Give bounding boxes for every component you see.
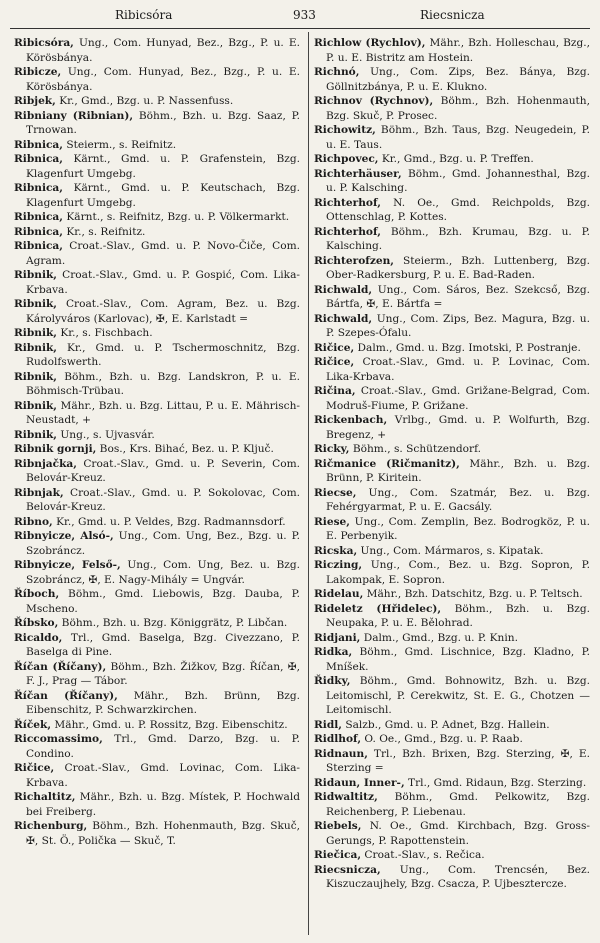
entry-place-name: Ridaun, Inner-,	[314, 776, 405, 789]
entry-details: Kr., Gmd. u. P. Veldes, Bzg. Radmannsdorf.	[52, 515, 286, 528]
entry-details: Bos., Krs. Bihać, Bez. u. P. Ključ.	[96, 443, 274, 455]
directory-entry	[14, 631, 300, 660]
entry-details: Mähr., Bzh. Brünn, Bzg. Eibenschitz, P. Schwarzkirchen.	[26, 689, 300, 716]
entry-place-name: Ridwaltitz,	[314, 791, 378, 803]
entry-details: Böhm., Bzh. u. Bzg. Landskron, P. u. E. Böhmisch-Trübau.	[26, 370, 300, 397]
entry-place-name: Ričice,	[314, 356, 355, 368]
entry-place-name: Richterofzen,	[314, 254, 394, 267]
header-rule	[10, 28, 590, 29]
entry-place-name: Ridelau,	[314, 588, 364, 600]
entry-details: Croat.-Slav., Gmd. u. P. Novo-Čiče, Com. Agram.	[26, 240, 300, 267]
directory-entry	[314, 848, 590, 863]
entry-details: Böhm., Bzh. Hohenmauth, Bzg. Skuč, P. Prosec.	[326, 95, 590, 122]
directory-entry	[14, 486, 300, 515]
entry-details: Dalm., Gmd. u. Bzg. Imotski, P. Postranje.	[354, 341, 581, 354]
directory-entry	[314, 819, 590, 848]
entry-place-name: Ribicsóra,	[14, 37, 74, 49]
directory-entry	[14, 790, 300, 819]
entry-place-name: Rideletz (Hřidelec),	[314, 602, 442, 615]
entry-details: Ung., Com. Sáros, Bez. Szekcső, Bzg. Bártfa, ✠, E. Bártfa =	[326, 283, 590, 310]
directory-entry	[14, 181, 300, 210]
directory-entry	[14, 442, 300, 457]
entry-details: Mähr., Bzh. u. Bzg. Brünn, P. Kiritein.	[326, 457, 590, 484]
entry-details: Ung., Com. Mármaros, s. Kipatak.	[357, 544, 544, 557]
directory-entry	[314, 515, 590, 544]
directory-entry	[314, 283, 590, 312]
directory-entry	[314, 152, 590, 167]
directory-entry	[314, 65, 590, 94]
entry-details: Mähr., Bzh. Holleschau, Bzg., P. u. E. Bistritz am Hostein.	[326, 37, 591, 64]
entry-place-name: Riecsnicza,	[314, 863, 381, 876]
entry-place-name: Riečica,	[314, 849, 362, 861]
entry-details: Ung., Com. Ung, Bez., Bzg. u. P. Szobráncz.	[26, 530, 300, 557]
entry-details: O. Oe., Gmd., Bzg. u. P. Raab.	[361, 733, 523, 745]
directory-entry	[314, 312, 590, 341]
directory-entry	[14, 225, 300, 240]
left-column	[14, 36, 300, 848]
directory-entry	[14, 297, 300, 326]
directory-entry	[314, 558, 590, 587]
directory-entry	[314, 196, 590, 225]
entry-details: Mähr., Bzh. u. Bzg. Místek, P. Hochwald bei Freiberg.	[26, 791, 300, 818]
entry-details: Mähr., Gmd. u. P. Rossitz, Bzg. Eibenschitz.	[51, 718, 288, 731]
entry-place-name: Řidky,	[314, 675, 351, 687]
directory-entry	[314, 167, 590, 196]
entry-details: Böhm., Gmd. Liebowis, Bzg. Dauba, P. Mscheno.	[26, 588, 300, 615]
directory-entry	[314, 747, 590, 776]
entry-place-name: Ribnica,	[14, 138, 63, 151]
entry-place-name: Richterhof,	[314, 196, 381, 209]
entry-details: Ung., Com. Trencsén, Bez. Kiszuczaujhely, Bzg. Csacza, P. Ujbesztercze.	[326, 863, 590, 890]
entry-place-name: Richterhäuser,	[314, 167, 402, 180]
directory-entry	[14, 732, 300, 761]
entry-place-name: Ridjani,	[314, 631, 361, 644]
directory-entry	[14, 326, 300, 341]
entry-place-name: Ridka,	[314, 646, 353, 658]
column-divider	[308, 32, 309, 935]
directory-entry	[14, 616, 300, 631]
entry-details: Croat.-Slav., s. Rečica.	[361, 849, 485, 861]
entry-details: Croat.-Slav., Gmd. Lovinac, Com. Lika-Krbava.	[26, 762, 300, 789]
entry-place-name: Ribjek,	[14, 95, 56, 107]
entry-details: Böhm., Bzh. Krumau, Bzg. u. P. Kalsching.	[326, 225, 590, 252]
directory-entry	[14, 341, 300, 370]
entry-details: Trl., Gmd. Baselga, Bzg. Civezzano, P. Baselga di Pine.	[26, 631, 300, 658]
entry-place-name: Ribnik,	[14, 327, 57, 339]
directory-entry	[14, 109, 300, 138]
entry-details: Böhm., Gmd. Lischnice, Bzg. Kladno, P. Mníšek.	[326, 646, 590, 673]
directory-entry	[314, 776, 590, 791]
entry-place-name: Ričice,	[314, 341, 355, 354]
entry-details: N. Oe., Gmd. Reichpolds, Bzg. Ottenschlag, P. Kottes.	[326, 196, 590, 223]
directory-entry	[314, 36, 590, 65]
directory-entry	[314, 225, 590, 254]
directory-entry	[314, 254, 590, 283]
entry-details: Trl., Bzh. Brixen, Bzg. Sterzing, ✠, E. Sterzing =	[326, 747, 590, 774]
directory-entry	[14, 370, 300, 399]
entry-details: Böhm., Bzh. u. Bzg. Königgrätz, P. Libčan.	[58, 617, 288, 629]
entry-details: Ung., Com. Hunyad, Bez., Bzg., P. u. E. Körösbánya.	[26, 37, 300, 64]
entry-details: Ung., Com. Zemplin, Bez. Bodrogköz, P. u. E. Perbenyik.	[326, 515, 590, 542]
entry-place-name: Richwald,	[314, 283, 373, 296]
directory-entry	[314, 355, 590, 384]
entry-place-name: Ribnica,	[14, 225, 63, 238]
entry-details: Ung., Com. Szatmár, Bez. u. Bzg. Fehérgyarmat, P. u. E. Gacsály.	[326, 486, 590, 513]
entry-details: Ung., Com. Zips, Bez. Bánya, Bzg. Göllnitzbánya, P. u. E. Klukno.	[326, 66, 590, 93]
entry-place-name: Říboch,	[14, 588, 60, 600]
directory-entry	[314, 718, 590, 733]
entry-details: Croat.-Slav., Gmd. u. P. Severin, Com. Belovár-Kreuz.	[26, 457, 300, 484]
entry-place-name: Ribno,	[14, 515, 53, 528]
header-left-guideword: Ribicsóra	[115, 8, 173, 22]
entry-details: Böhm., s. Schützendorf.	[349, 443, 482, 455]
running-header	[0, 6, 600, 28]
right-column	[314, 36, 590, 892]
entry-details: Steierm., s. Reifnitz.	[62, 138, 177, 151]
directory-entry	[14, 718, 300, 733]
entry-details: Trl., Gmd. Darzo, Bzg. u. P. Condino.	[26, 733, 300, 760]
entry-place-name: Richwald,	[314, 312, 373, 325]
entry-details: Ung., Com. Ung, Bez. u. Bzg. Szobráncz, ✠, E. Nagy-Mihály = Ungvár.	[26, 559, 300, 586]
entry-place-name: Richenburg,	[14, 820, 88, 832]
entry-place-name: Ricky,	[314, 443, 350, 455]
directory-entry	[314, 457, 590, 486]
entry-details: Croat.-Slav., Gmd. u. P. Gospić, Com. Lika-Krbava.	[26, 269, 300, 296]
entry-place-name: Ribnica,	[14, 182, 63, 194]
entry-place-name: Ribnik gornji,	[14, 443, 97, 455]
entry-details: Böhm., Gmd. Pelkowitz, Bzg. Reichenberg, P. Liebenau.	[326, 791, 590, 818]
entry-place-name: Ribnyicze, Alsó-,	[14, 530, 114, 542]
entry-details: Böhm., Bzh. u. Bzg. Saaz, P. Trnowan.	[26, 109, 300, 136]
directory-entry	[14, 138, 300, 153]
entry-place-name: Richowitz,	[314, 124, 376, 136]
entry-place-name: Ribnjačka,	[14, 457, 77, 470]
directory-entry	[14, 529, 300, 558]
entry-details: Kr., Gmd., Bzg. u. P. Nassenfuss.	[55, 95, 234, 107]
entry-details: N. Oe., Gmd. Kirchbach, Bzg. Gross-Gerungs, P. Rapottenstein.	[326, 820, 590, 847]
entry-place-name: Ričmanice (Ričmanitz),	[314, 457, 460, 470]
entry-details: Kärnt., Gmd. u. P. Grafenstein, Bzg. Klagenfurt Umgebg.	[26, 153, 300, 180]
directory-entry	[14, 65, 300, 94]
directory-entry	[314, 790, 590, 819]
directory-entry	[314, 442, 590, 457]
directory-entry	[14, 94, 300, 109]
entry-details: Trl., Gmd. Ridaun, Bzg. Sterzing.	[404, 776, 587, 789]
entry-place-name: Ribnik,	[14, 341, 57, 354]
entry-details: Böhm., Bzh. u. Bzg. Neupaka, P. u. E. Bělohrad.	[326, 602, 590, 629]
directory-entry	[14, 761, 300, 790]
entry-details: Croat.-Slav., Com. Agram, Bez. u. Bzg. Károlyváros (Karlovac), ✠, E. Karlstadt =	[26, 298, 300, 325]
entry-place-name: Ribnik,	[14, 399, 57, 412]
entry-place-name: Ribnik,	[14, 428, 57, 441]
entry-place-name: Richterhof,	[314, 225, 381, 238]
entry-place-name: Ricaldo,	[14, 631, 63, 644]
entry-details: Vrlbg., Gmd. u. P. Wolfurth, Bzg. Bregenz, +	[326, 414, 590, 441]
entry-details: Dalm., Gmd., Bzg. u. P. Knin.	[360, 631, 518, 644]
entry-place-name: Ribnjak,	[14, 486, 64, 499]
entry-place-name: Ribnica,	[14, 211, 63, 223]
directory-entry	[314, 384, 590, 413]
entry-details: Ung., Com., Bez. u. Bzg. Sopron, P. Lakompak, E. Sopron.	[326, 559, 590, 586]
entry-place-name: Ribnica,	[14, 240, 63, 252]
directory-entry	[314, 674, 590, 718]
directory-entry	[314, 123, 590, 152]
entry-place-name: Ribnica,	[14, 153, 63, 165]
entry-details: Kr., Gmd. u. P. Tschermoschnitz, Bzg. Rudolfswerth.	[26, 341, 300, 368]
entry-details: Böhm., Gmd. Bohnowitz, Bzh. u. Bzg. Leitomischl, P. Cerekwitz, St. E. G., Chotzen — Leitomischl.	[326, 675, 590, 716]
entry-place-name: Ricska,	[314, 544, 358, 557]
directory-entry	[314, 587, 590, 602]
entry-details: Ung., Com. Zips, Bez. Magura, Bzg. u. P. Szepes-Ófalu.	[326, 312, 590, 339]
entry-details: Mähr., Bzh. u. Bzg. Littau, P. u. E. Mährisch-Neustadt, +	[26, 399, 300, 426]
directory-entry	[14, 152, 300, 181]
entry-details: Croat.-Slav., Gmd. Grižane-Belgrad, Com. Modruš-Fiume, P. Grižane.	[326, 385, 590, 412]
entry-place-name: Riczing,	[314, 559, 363, 571]
directory-entry	[14, 689, 300, 718]
directory-entry	[314, 732, 590, 747]
directory-entry	[314, 94, 590, 123]
entry-place-name: Ribnyicze, Felső-,	[14, 559, 121, 571]
entry-place-name: Ribnik,	[14, 370, 57, 383]
directory-entry	[14, 457, 300, 486]
directory-entry	[14, 819, 300, 848]
entry-details: Böhm., Bzh. Taus, Bzg. Neugedein, P. u. E. Taus.	[326, 124, 590, 151]
entry-details: Mähr., Bzh. Datschitz, Bzg. u. P. Teltsch.	[363, 588, 583, 600]
entry-place-name: Ribnik,	[14, 269, 57, 281]
entry-place-name: Ribnik,	[14, 298, 57, 310]
entry-details: Kärnt., s. Reifnitz, Bzg. u. P. Völkermarkt.	[62, 211, 290, 223]
directory-entry	[14, 660, 300, 689]
header-right-guideword: Riecsnicza	[420, 8, 485, 22]
entry-details: Kr., s. Reifnitz.	[62, 225, 146, 238]
entry-place-name: Ričina,	[314, 385, 356, 397]
entry-details: Kr., Gmd., Bzg. u. P. Treffen.	[378, 153, 534, 165]
entry-place-name: Richlow (Rychlov),	[314, 37, 426, 49]
directory-entry	[14, 558, 300, 587]
directory-entry	[14, 515, 300, 530]
entry-place-name: Říčan (Říčany),	[14, 660, 107, 673]
directory-entry	[14, 428, 300, 443]
entry-place-name: Ribicze,	[14, 66, 62, 78]
entry-place-name: Riccomassimo,	[14, 733, 103, 745]
directory-entry	[14, 36, 300, 65]
entry-place-name: Ridl,	[314, 718, 342, 731]
entry-place-name: Riese,	[314, 515, 350, 528]
directory-entry	[14, 399, 300, 428]
directory-entry	[314, 341, 590, 356]
entry-place-name: Richnov (Rychnov),	[314, 95, 434, 107]
entry-place-name: Ridlhof,	[314, 733, 362, 745]
entry-place-name: Riebels,	[314, 820, 362, 832]
entry-place-name: Ridnaun,	[314, 747, 368, 760]
directory-entry	[14, 210, 300, 225]
entry-place-name: Ričice,	[14, 762, 55, 774]
entry-place-name: Říček,	[14, 718, 52, 731]
entry-details: Salzb., Gmd. u. P. Adnet, Bzg. Hallein.	[341, 718, 550, 731]
entry-details: Böhm., Gmd. Johannesthal, Bzg. u. P. Kalsching.	[326, 167, 590, 194]
directory-entry	[314, 413, 590, 442]
directory-entry	[314, 863, 590, 892]
entry-place-name: Ribniany (Ribnian),	[14, 109, 134, 122]
directory-entry	[314, 486, 590, 515]
directory-entry	[14, 239, 300, 268]
directory-entry	[314, 645, 590, 674]
entry-details: Croat.-Slav., Gmd. u. P. Lovinac, Com. Lika-Krbava.	[326, 356, 590, 383]
entry-details: Croat.-Slav., Gmd. u. P. Sokolovac, Com. Belovár-Kreuz.	[26, 486, 300, 513]
entry-details: Ung., Com. Hunyad, Bez., Bzg., P. u. E. Körösbánya.	[26, 66, 300, 93]
directory-entry	[14, 268, 300, 297]
entry-place-name: Říčan (Říčany),	[14, 689, 118, 702]
entry-details: Kr., s. Fischbach.	[57, 327, 153, 339]
entry-place-name: Richpovec,	[314, 153, 379, 165]
entry-details: Ung., s. Ujvasvár.	[57, 428, 155, 441]
entry-place-name: Richaltitz,	[14, 791, 76, 803]
entry-details: Steierm., Bzh. Luttenberg, Bzg. Ober-Radkersburg, P. u. E. Bad-Raden.	[326, 254, 590, 281]
entry-place-name: Richnó,	[314, 66, 360, 78]
entry-details: Kärnt., Gmd. u. P. Keutschach, Bzg. Klagenfurt Umgebg.	[26, 182, 300, 209]
entry-details: Böhm., Bzh. Hohenmauth, Bzg. Skuč, ✠, St. Ö., Polička — Skuč, T.	[26, 820, 300, 847]
directory-entry	[314, 631, 590, 646]
entry-place-name: Riecse,	[314, 486, 357, 499]
entry-place-name: Říbsko,	[14, 617, 59, 629]
page-number: 933	[293, 8, 316, 22]
directory-entry	[14, 587, 300, 616]
entry-place-name: Rickenbach,	[314, 414, 388, 426]
entry-details: Böhm., Bzh. Žižkov, Bzg. Říčan, ✠, F. J., Prag — Tábor.	[26, 660, 301, 687]
directory-entry	[314, 544, 590, 559]
directory-entry	[314, 602, 590, 631]
